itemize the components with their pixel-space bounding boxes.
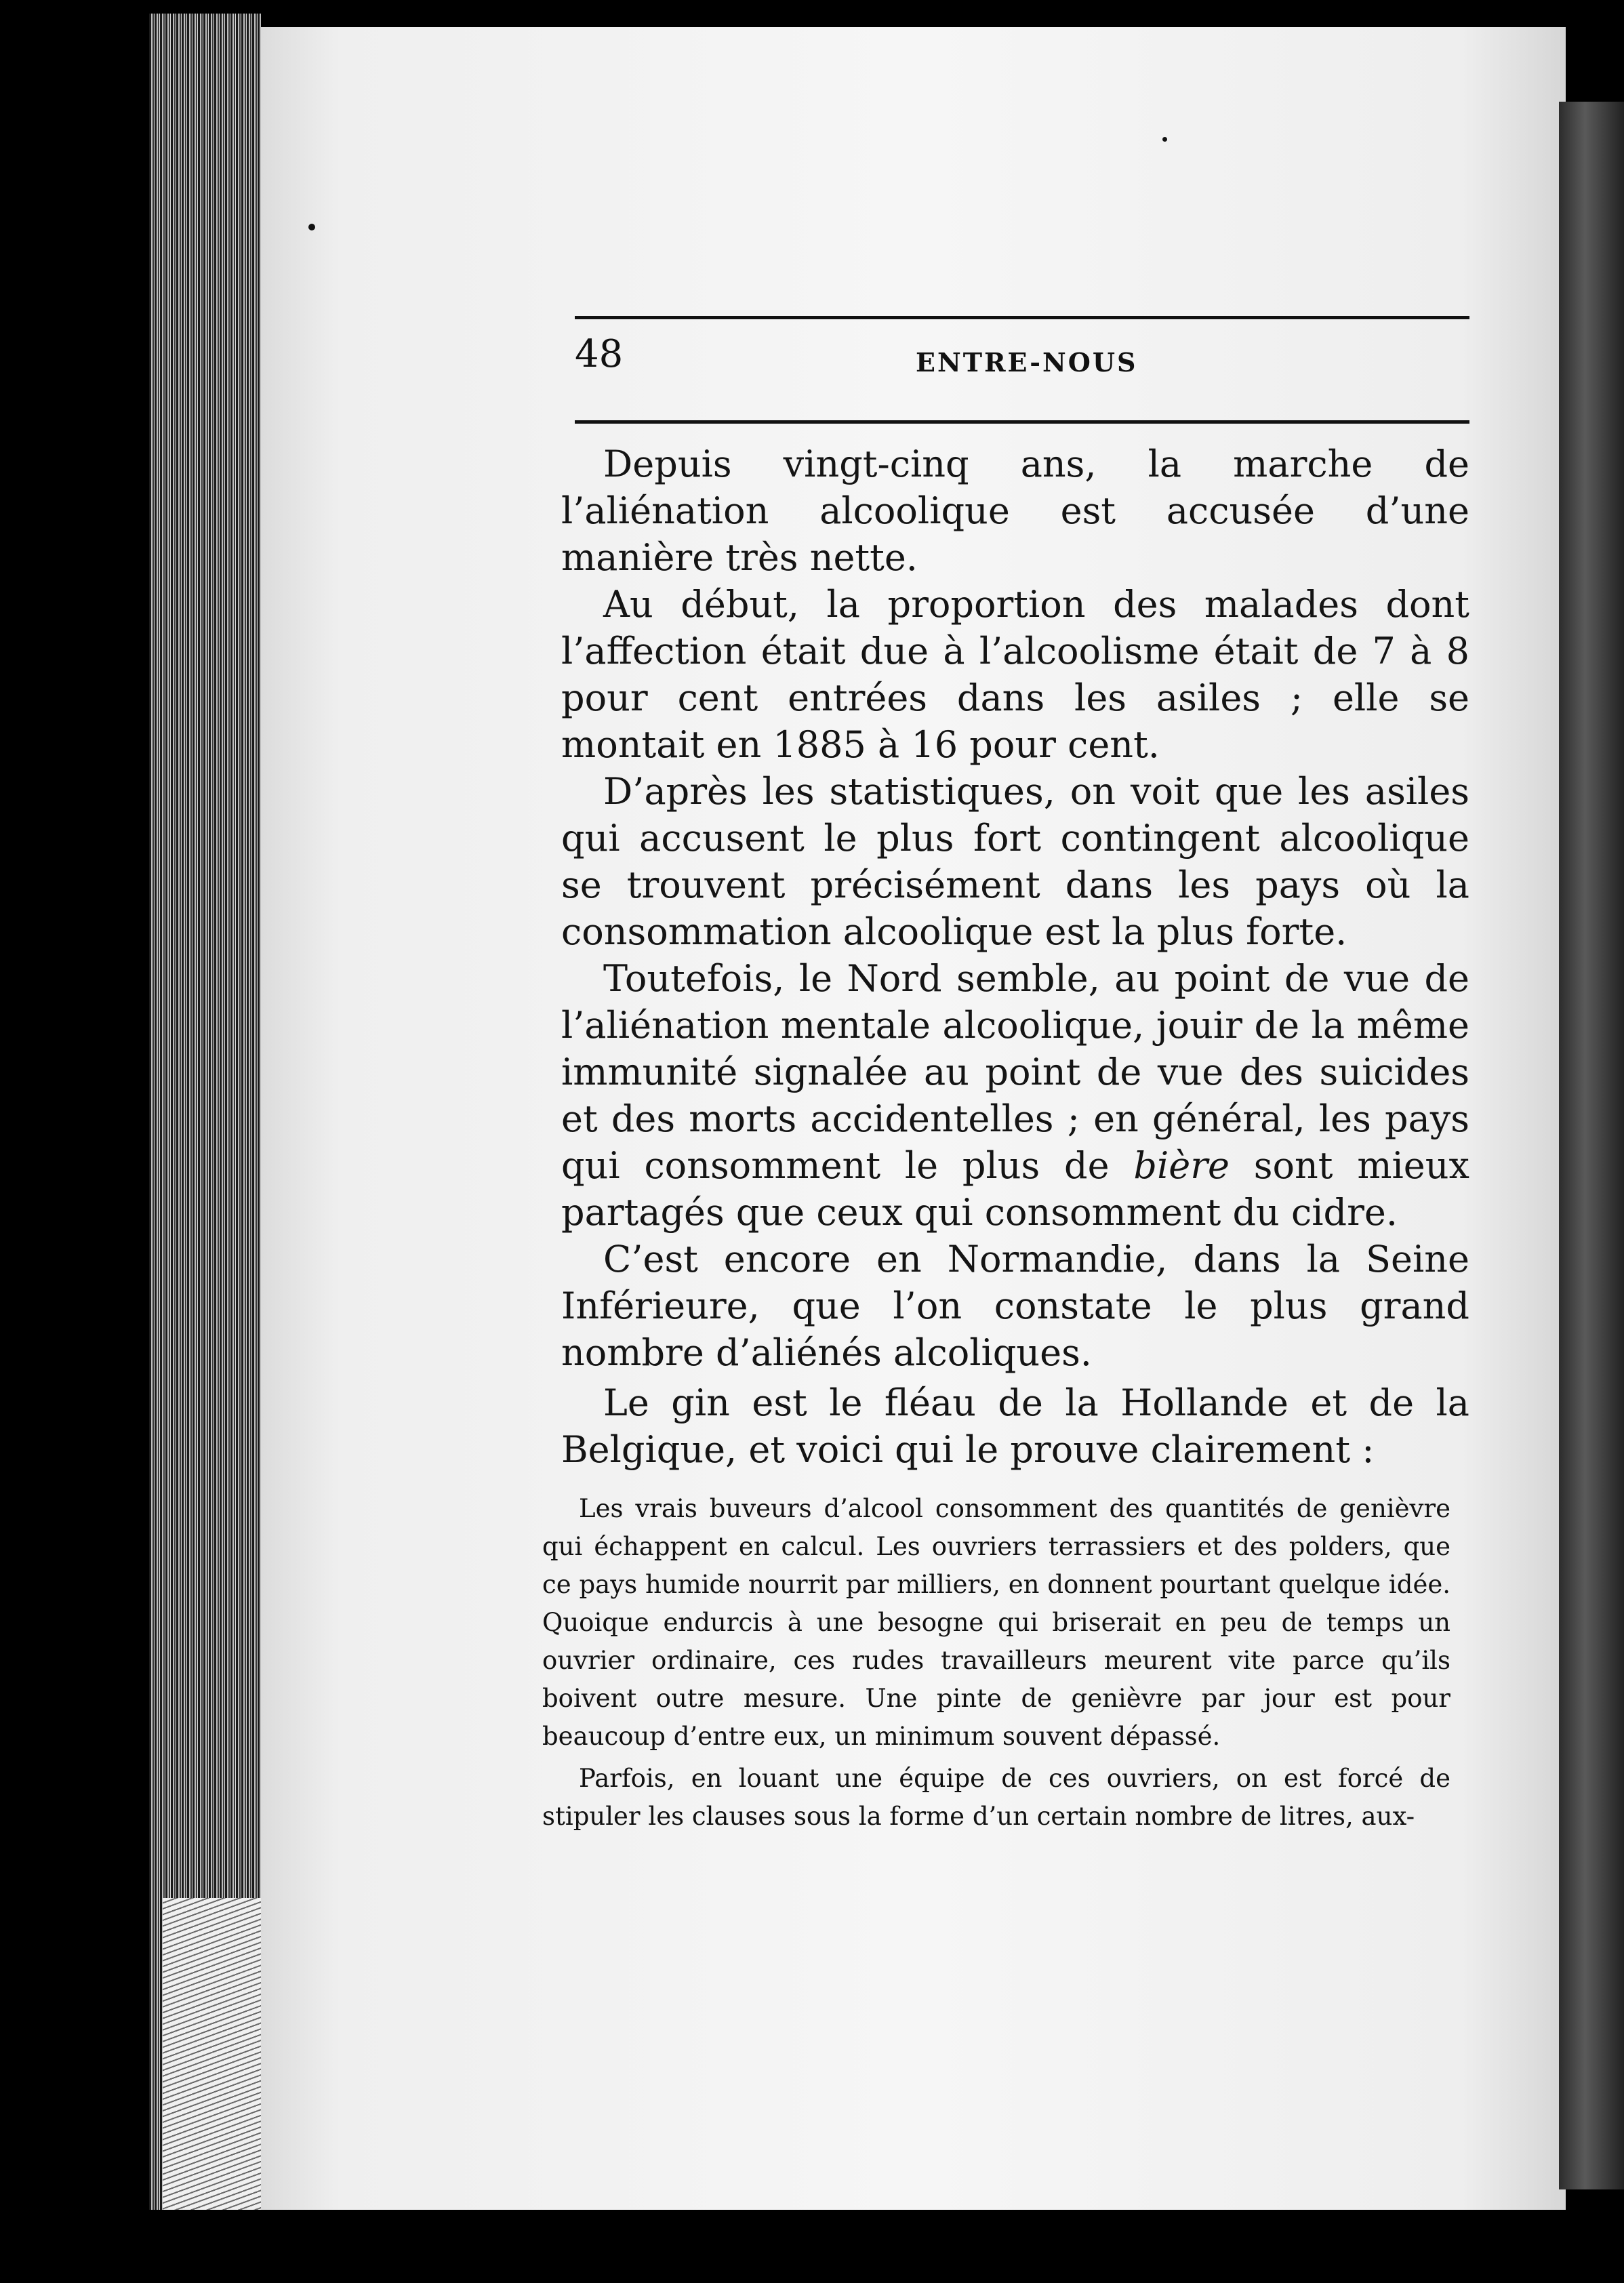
section-intro-block xyxy=(561,1379,1469,1473)
scan-speck xyxy=(1162,137,1167,142)
running-title: ENTRE-NOUS xyxy=(916,347,1138,378)
scan-speck xyxy=(308,224,315,230)
running-head xyxy=(575,332,1469,386)
main-text xyxy=(561,441,1469,1376)
paragraph-text: Toutefois, le Nord semble, au point de vue de l’aliénation mentale alcoolique, jouir de la même immunité signalée au point de vue des suicides et des morts accidentelles ; en général, les pays qui consomment le plus de xyxy=(561,957,1469,1187)
paragraph xyxy=(561,955,1469,1236)
quoted-passage xyxy=(542,1490,1450,1836)
header-rule-bottom xyxy=(575,420,1469,424)
page-shadow xyxy=(1559,102,1624,2189)
quote-paragraph: Parfois, en louant une équipe de ces ouvriers, on est forcé de stipuler les clauses sous la forme d’un certain nombre de litres, aux- xyxy=(542,1764,1450,1831)
paragraph: Depuis vingt-cinq ans, la marche de l’aliénation alcoolique est accusée d’une manière très nette. xyxy=(561,443,1469,579)
paragraph: D’après les statistiques, on voit que les asiles qui accusent le plus fort contingent alcoolique se trouvent précisément dans les pays où la consommation alcoolique est la plus forte. xyxy=(561,770,1469,953)
header-rule-top xyxy=(575,316,1469,319)
emphasized-word: bière xyxy=(1133,1144,1230,1187)
quote-paragraph: Les vrais buveurs d’alcool consomment des quantités de genièvre qui échappent en calcul. Les ouvriers terrassiers et des polders, que ce pays humide nourrit par milliers, en donnent pourtant quelque idée. Quoique endurcis à une besogne qui briserait en peu de temps un ouvrier ordinaire, ces rudes travailleurs meurent vite parce qu’ils boivent outre mesure. Une pinte de genièvre par jour est pour beaucoup d’entre eux, un minimum souvent dépassé. xyxy=(542,1494,1450,1751)
book-page-edges xyxy=(149,14,261,2210)
paragraph-text: sont mieux partagés que ceux qui consomment du cidre. xyxy=(561,1144,1469,1234)
page-number: 48 xyxy=(575,332,624,376)
paragraph: C’est encore en Normandie, dans la Seine Inférieure, que l’on constate le plus grand nombre d’aliénés alcoliques. xyxy=(561,1238,1469,1374)
paragraph: Au début, la proportion des malades dont l’affection était due à l’alcoolisme était de 7 à 8 pour cent entrées dans les asiles ; elle se montait en 1885 à 16 pour cent. xyxy=(561,583,1469,766)
section-intro: Le gin est le fléau de la Hollande et de la Belgique, et voici qui le prouve clairement : xyxy=(561,1381,1469,1471)
